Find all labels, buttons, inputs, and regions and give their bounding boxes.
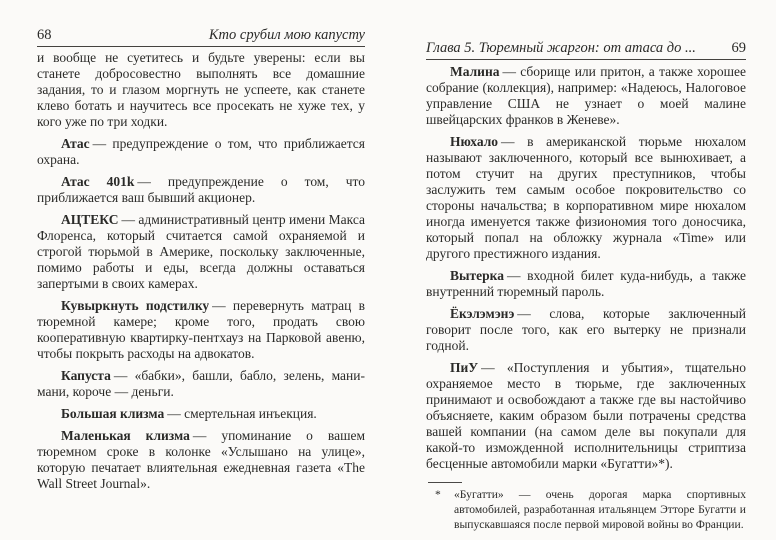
- glossary-definition: — «Поступления и убытия», тщательно охраняемое место в тюрьме, где заключенных принимают и освобождают а также где вы настойчиво объясняете, каким образом были потрачены средства вашей компании (на самом деле вы покупали для какой-то изможденной исполнительницы стриптиза бесценные автомобили марки «Бугатти»*).: [426, 360, 746, 471]
- glossary-definition: — перевернуть матрац в тюремной камере; кроме того, продать свою кооперативную квартирку-пентхауз на Парковой авеню, чтобы покрыть расходы на адвокатов.: [37, 298, 366, 361]
- left-page-header: [37, 27, 365, 47]
- footnote-text: «Бугатти» — очень дорогая марка спортивных автомобилей, разработанная итальянцем Этторе Бугатти и выпускавшаяся после первой мировой войны во Франции.: [454, 488, 746, 531]
- glossary-entry: [426, 268, 746, 300]
- glossary-term: Атас 401k: [61, 174, 135, 189]
- glossary-definition: — административный центр имени Макса Флоренса, который считается самой охраняемой и строгой тюрьмой в Америке, поскольку заключенные, помимо работы и еды, всегда должны оставаться запертыми в своих камерах.: [37, 212, 365, 291]
- glossary-definition: — смертельная инъекция.: [167, 406, 317, 421]
- glossary-definition: — сборище или притон, а также хорошее собрание (коллекция), например: «Надеюсь, Налоговое управление США не узнает о моей малине швейцарских франков в Женеве».: [426, 64, 746, 127]
- left-page: [37, 0, 365, 492]
- right-page-header: [426, 40, 746, 60]
- glossary-entry: [426, 360, 746, 472]
- glossary-definition: — предупреждение о том, что приближается охрана.: [37, 136, 365, 167]
- glossary-entry: [37, 368, 365, 400]
- glossary-term: Капуста: [61, 368, 111, 383]
- glossary-definition: — в американской тюрьме нюхалом называют заключенного, который все вынюхивает, а потом стучит на других преступников, чтобы заслужить тем самым особое покровительство со стороны начальства; в корпоративном мире нюхалом иногда именуется также физиономия того доносчика, который попал на обложку журнала «Time» или другого престижного издания.: [426, 134, 746, 261]
- left-page-body: [37, 50, 365, 492]
- glossary-entry: [37, 406, 365, 422]
- right-page-body: [426, 64, 746, 532]
- glossary-definition: — предупреждение о том, что приближается ваш бывший акционер.: [37, 174, 365, 205]
- footnote: [426, 482, 746, 532]
- glossary-term: ПиУ: [450, 360, 479, 375]
- right-running-title: Глава 5. Тюремный жаргон: от атаса до ...: [426, 40, 696, 56]
- glossary-entry: [37, 174, 365, 206]
- glossary-term: Атас: [61, 136, 90, 151]
- glossary-term: Малина: [450, 64, 500, 79]
- glossary-term: АЦТЕКС: [61, 212, 119, 227]
- footnote-marker: *: [435, 488, 441, 501]
- right-page-number: 69: [731, 40, 746, 56]
- glossary-entry: [426, 134, 746, 262]
- glossary-entry: [426, 306, 746, 354]
- glossary-term: Нюхало: [450, 134, 499, 149]
- glossary-definition: — входной билет куда-нибудь, а также внутренний тюремный пароль.: [426, 268, 746, 299]
- continuation-paragraph: и вообще не суетитесь и будьте уверены: если вы станете добросовестно выполнять все домашние задания, то и глазом моргнуть не успеете, как станете клево ботать и научитесь все просекать не хуже тех, у кого уже по три ходки.: [37, 50, 365, 129]
- glossary-definition: — «бабки», башли, бабло, зелень, мани-мани, короче — деньги.: [37, 368, 365, 399]
- left-page-number: 68: [37, 27, 52, 43]
- glossary-term: Кувыркнуть подстилку: [61, 298, 210, 313]
- glossary-term: Большая клизма: [61, 406, 165, 421]
- footnote-body: [426, 487, 746, 532]
- glossary-entry: [37, 136, 365, 168]
- glossary-definition: — упоминание о вашем тюремном сроке в колонке «Услышано на улице», которую печатает влиятельная ежедневная газета «The Wall Street Journal».: [37, 428, 365, 491]
- glossary-entry: [37, 428, 365, 492]
- glossary-entry: [37, 298, 365, 362]
- glossary-term: Вытерка: [450, 268, 504, 283]
- glossary-entry: [37, 212, 365, 292]
- right-page: [426, 0, 746, 532]
- left-running-title: Кто срубил мою капусту: [208, 27, 365, 43]
- glossary-entry: [426, 64, 746, 128]
- footnote-divider: [428, 482, 462, 483]
- glossary-term: Маленькая клизма: [61, 428, 190, 443]
- glossary-definition: — слова, которые заключенный говорит после того, как его вытерку не признали годной.: [426, 306, 746, 353]
- glossary-term: Ёкэлэмэнэ: [450, 306, 515, 321]
